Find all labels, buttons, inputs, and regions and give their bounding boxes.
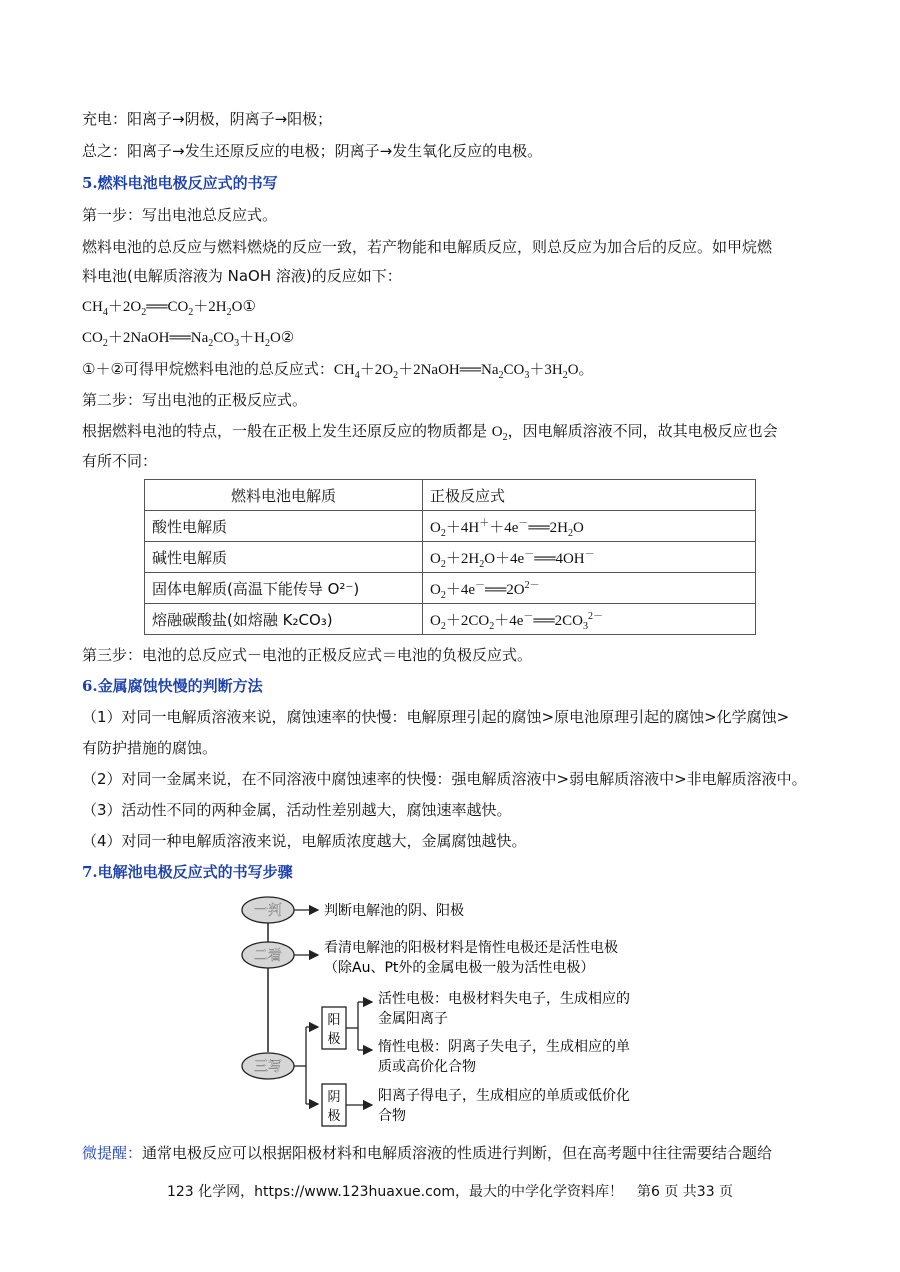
- paragraph-2a: 根据燃料电池的特点，一般在正极上发生还原反应的物质都是 $O_2$，因电解质溶液不同，故其电极反应也会: [82, 422, 778, 443]
- section-6-heading: 6.金属腐蚀快慢的判断方法: [82, 677, 263, 695]
- anode-box-label-2: 极: [327, 1032, 341, 1047]
- table-cell-reaction: $O_2+2H_2O+4e^-══4OH^-$: [423, 542, 756, 573]
- paragraph-2a-pre: 根据燃料电池的特点，一般在正极上发生还原反应的物质都是: [82, 422, 492, 440]
- table-row: [145, 573, 756, 604]
- corrosion-rule-1b: 有防护措施的腐蚀。: [82, 739, 218, 757]
- table-cell-reaction: $O_2+4e^-══2O^{2-}$: [423, 573, 756, 604]
- table-cell-electrolyte: 固体电解质(高温下能传导 O²⁻): [145, 573, 423, 604]
- table-header-row: [145, 480, 756, 511]
- table-cell-electrolyte: 碱性电解质: [145, 542, 423, 573]
- electrolysis-steps-diagram: [230, 890, 690, 1135]
- tip-line: [82, 1143, 772, 1163]
- cathode-reaction-table: [144, 479, 756, 635]
- section-7-heading: 7.电解池电极反应式的书写步骤: [82, 863, 293, 881]
- paragraph-2b: 有所不同：: [82, 452, 158, 470]
- table-header-electrolyte: 燃料电池电解质: [145, 480, 423, 511]
- cathode-box-label-1: 阴: [327, 1090, 341, 1105]
- active-electrode-text-a: 活性电极：电极材料失电子，生成相应的: [378, 991, 630, 1007]
- judge-text: 判断电解池的阴、阳极: [324, 903, 464, 919]
- equation-2: $CO_2+2NaOH══Na_2CO_3+H_2O②$: [82, 330, 295, 349]
- paragraph-1b: 料电池(电解质溶液为 NaOH 溶液)的反应如下：: [82, 267, 402, 285]
- paragraph-1a: 燃料电池的总反应与燃料燃烧的反应一致，若产物能和电解质反应，则总反应为加合后的反应。如甲烷燃: [82, 238, 773, 256]
- equation-total: ①＋②可得甲烷燃料电池的总反应式：$CH_4+2O_2+2NaOH══Na_2CO_3+3H_2O$。: [82, 360, 594, 381]
- charge-line: 充电：阳离子→阴极，阴离子→阳极；: [82, 110, 333, 128]
- table-header-reaction: 正极反应式: [423, 480, 756, 511]
- inert-electrode-text-b: 质或高价化合物: [378, 1059, 476, 1075]
- table-cell-reaction: $O_2+2CO_2+4e^-══2CO_3^{2-}$: [423, 604, 756, 635]
- table-row: [145, 604, 756, 635]
- cathode-text-a: 阳离子得电子，生成相应的单质或低价化: [378, 1088, 630, 1104]
- equation-1: $CH_4+2O_2══CO_2+2H_2O①$: [82, 299, 256, 318]
- look-text-b: （除Au、Pt外的金属电极一般为活性电极）: [324, 960, 595, 976]
- paragraph-2a-post: ，因电解质溶液不同，故其电极反应也会: [507, 422, 778, 440]
- table-cell-electrolyte: 熔融碳酸盐(如熔融 K₂CO₃): [145, 604, 423, 635]
- step-3: 第三步：电池的总反应式－电池的正极反应式＝电池的负极反应式。: [82, 646, 533, 664]
- corrosion-rule-2: （2）对同一金属来说，在不同溶液中腐蚀速率的快慢：强电解质溶液中>弱电解质溶液中>非电解质溶液中。: [82, 770, 807, 788]
- inert-electrode-text-a: 惰性电极：阴离子失电子，生成相应的单: [378, 1039, 630, 1055]
- active-electrode-text-b: 金属阳离子: [378, 1011, 448, 1027]
- node-judge-label: 一判: [254, 903, 282, 919]
- tip-label: 微提醒：: [82, 1144, 143, 1162]
- tip-text: 通常电极反应可以根据阳极材料和电解质溶液的性质进行判断，但在高考题中往往需要结合题给: [142, 1144, 773, 1162]
- section-5-heading: 5.燃料电池电极反应式的书写: [82, 174, 278, 192]
- table-row: [145, 542, 756, 573]
- look-text-a: 看清电解池的阳极材料是惰性电极还是活性电极: [324, 940, 618, 956]
- corrosion-rule-1a: （1）对同一电解质溶液来说，腐蚀速率的快慢：电解原理引起的腐蚀>原电池原理引起的腐蚀>化学腐蚀>: [82, 708, 790, 726]
- node-write-label: 三写: [254, 1059, 282, 1075]
- summary-line: 总之：阳离子→发生还原反应的电极；阴离子→发生氧化反应的电极。: [82, 142, 543, 160]
- corrosion-rule-3: （3）活动性不同的两种金属，活动性差别越大，腐蚀速率越快。: [82, 801, 512, 819]
- step-2: 第二步：写出电池的正极反应式。: [82, 391, 308, 409]
- page-footer: 123 化学网，https://www.123huaxue.com，最大的中学化学资料库！ 第6 页 共33 页: [166, 1184, 734, 1200]
- corrosion-rule-4: （4）对同一种电解质溶液来说，电解质浓度越大，金属腐蚀越快。: [82, 832, 527, 850]
- anode-box-label-1: 阳: [327, 1013, 341, 1028]
- table-row: [145, 511, 756, 542]
- table-cell-electrolyte: 酸性电解质: [145, 511, 423, 542]
- step-1: 第一步：写出电池总反应式。: [82, 206, 278, 224]
- cathode-box-label-2: 极: [327, 1109, 341, 1124]
- node-look-label: 二看: [254, 948, 282, 964]
- cathode-text-b: 合物: [378, 1108, 406, 1124]
- table-cell-reaction: $O_2+4H^++4e^-══2H_2O$: [423, 511, 756, 542]
